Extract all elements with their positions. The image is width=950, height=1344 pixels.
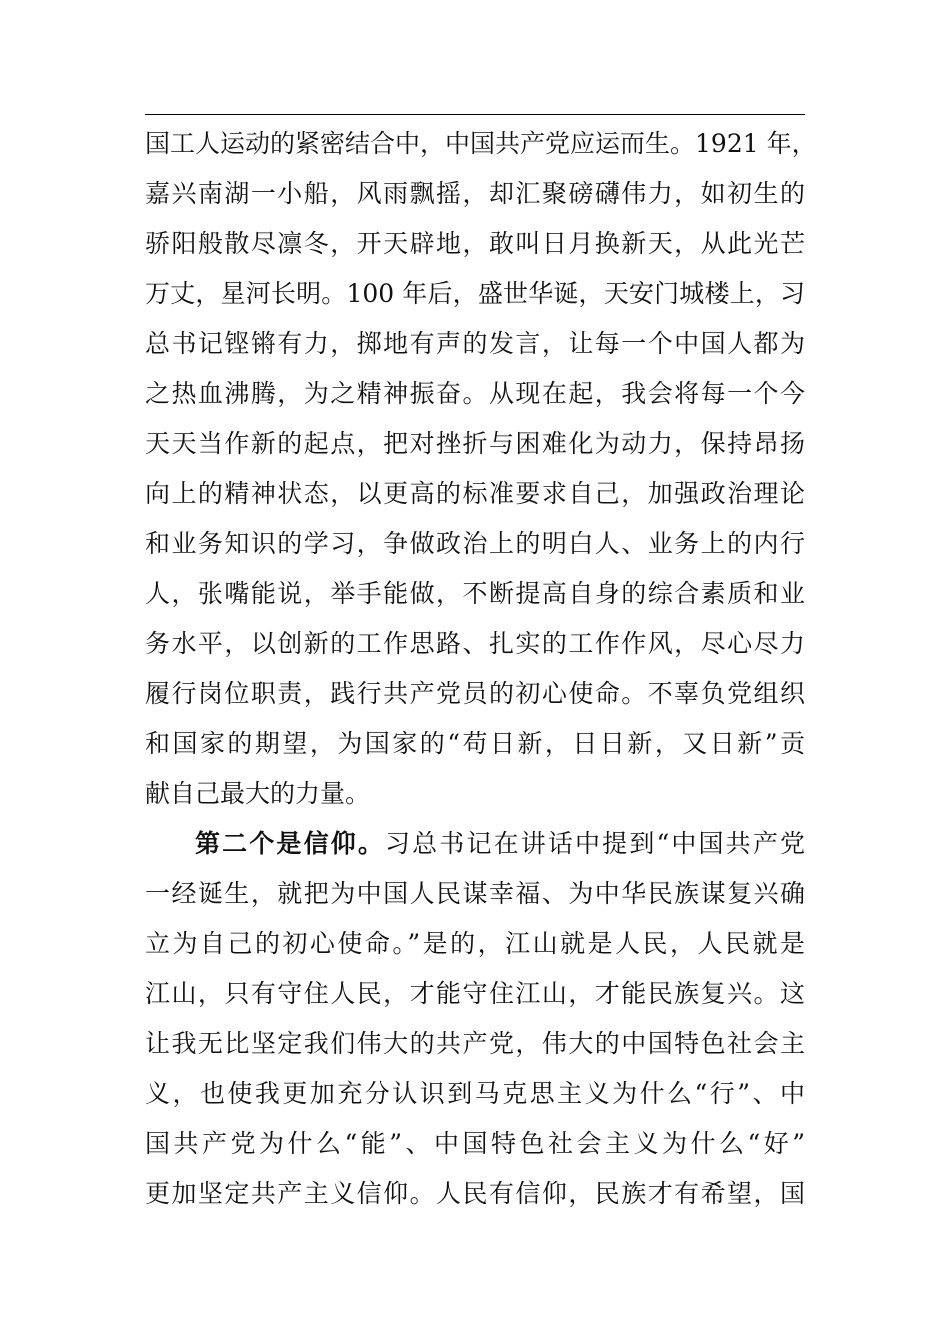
text-line: 天天当作新的起点，把对挫折与困难化为动力，保持昂扬 xyxy=(145,429,805,458)
paragraph-first-line xyxy=(195,819,805,869)
text-line: 江山，只有守住人民，才能守住江山，才能民族复兴。这 xyxy=(145,979,805,1008)
text-line: 嘉兴南湖一小船，风雨飘摇，却汇聚磅礴伟力，如初生的 xyxy=(145,179,805,208)
header-rule xyxy=(145,114,805,115)
text-line: 履行岗位职责，践行共产党员的初心使命。不辜负党组织 xyxy=(145,679,805,708)
text-line: 万丈，星河长明。100 年后，盛世华诞，天安门城楼上，习 xyxy=(145,279,805,308)
text-line: 更加坚定共产主义信仰。人民有信仰，民族才有希望，国 xyxy=(145,1179,805,1208)
text-line: 立为自己的初心使命。”是的，江山就是人民，人民就是 xyxy=(145,929,805,958)
text-line: 向上的精神状态，以更高的标准要求自己，加强政治理论 xyxy=(145,479,805,508)
text-line: 献自己最大的力量。 xyxy=(145,779,371,808)
text-line: 和国家的期望，为国家的“苟日新，日日新，又日新”贡 xyxy=(145,729,805,758)
section-heading: 第二个是信仰。 xyxy=(195,829,386,858)
text-line: 让我无比坚定我们伟大的共产党，伟大的中国特色社会主 xyxy=(145,1029,805,1058)
text-line: 之热血沸腾，为之精神振奋。从现在起，我会将每一个今 xyxy=(145,379,805,408)
text-line: 务水平，以创新的工作思路、扎实的工作作风，尽心尽力 xyxy=(145,629,805,658)
text-line: 和业务知识的学习，争做政治上的明白人、业务上的内行 xyxy=(145,529,805,558)
text-run: 习总书记在讲话中提到“中国共产党 xyxy=(385,829,805,858)
text-line: 人，张嘴能说，举手能做，不断提高自身的综合素质和业 xyxy=(145,579,805,608)
text-line: 国工人运动的紧密结合中，中国共产党应运而生。1921 年， xyxy=(145,129,817,158)
text-line: 骄阳般散尽凛冬，开天辟地，敢叫日月换新天，从此光芒 xyxy=(145,229,805,258)
text-line: 义，也使我更加充分认识到马克思主义为什么“行”、中 xyxy=(145,1079,805,1108)
text-line: 一经诞生，就把为中国人民谋幸福、为中华民族谋复兴确 xyxy=(145,879,805,908)
text-line: 总书记铿锵有力，掷地有声的发言，让每一个中国人都为 xyxy=(145,329,805,358)
text-line: 国共产党为什么“能”、中国特色社会主义为什么“好” xyxy=(145,1129,805,1158)
